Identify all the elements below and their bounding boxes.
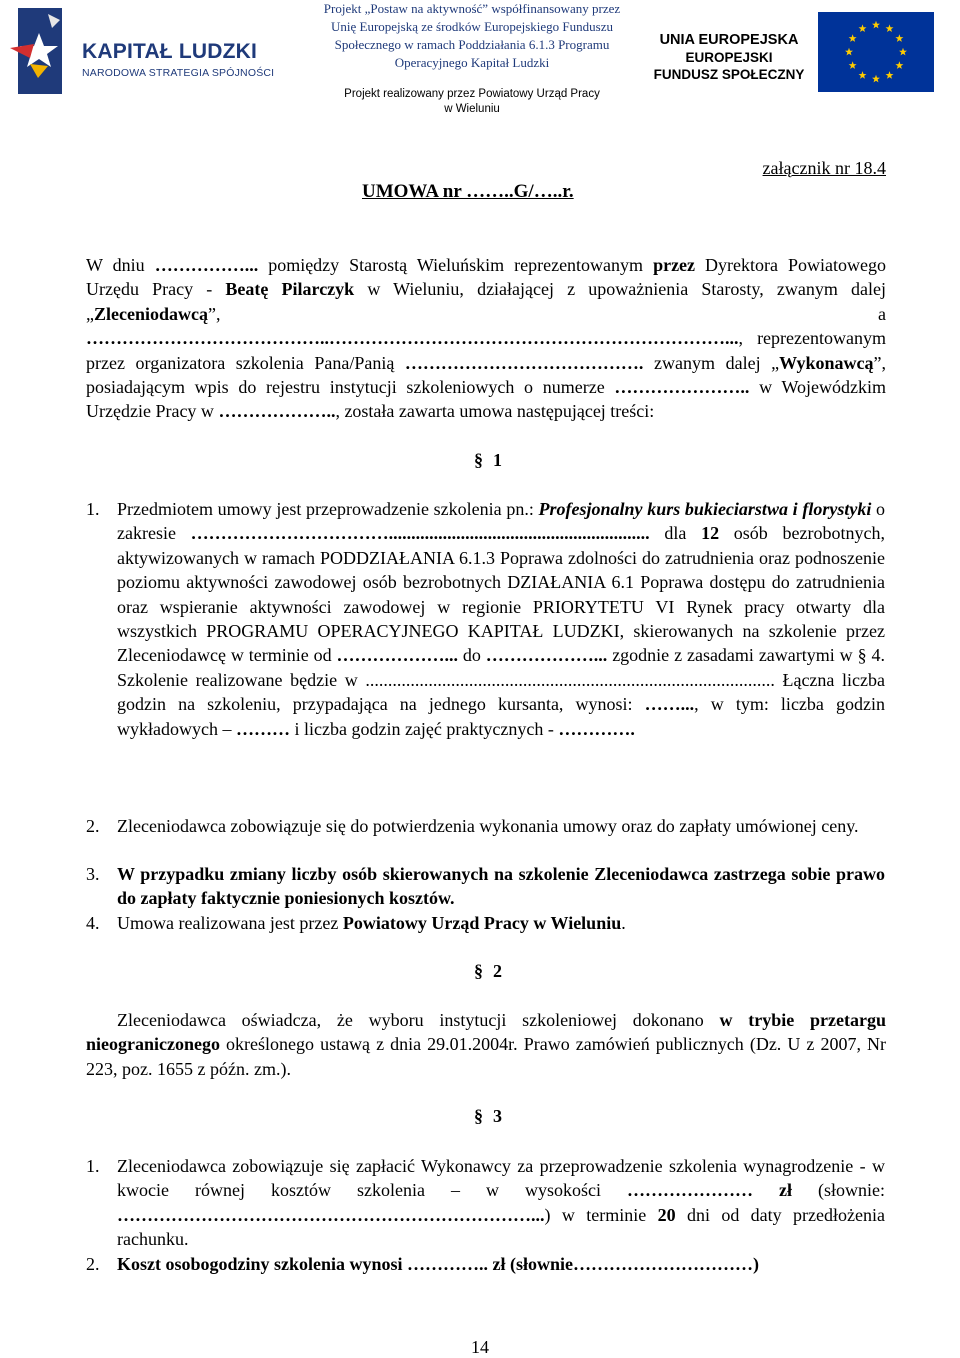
placeholder-dots: ……………………………………………………………... [117,1204,545,1225]
text: Umowa realizowana jest przez [117,913,343,933]
placeholder-dots: ……… [235,718,290,739]
item-number: 1. [86,1156,100,1176]
text: , reprezentowanym przez organizatora szkolenia Pana/Panią [86,328,886,373]
text: Zleceniodawca zobowiązuje się zapłacić Wykonawcy za przeprowadzenie szkolenia wynagrodzenie - w kwocie równej kosztów szkolenia – w wysokości [117,1156,885,1201]
text: w Wojewódzkim Urzędzie Pracy w [86,377,886,422]
text-bold: w trybie przetargu nieograniczonego [86,1010,886,1055]
contract-title: UMOWA nr ……..G/…..r. [362,181,574,202]
item-number: 4. [86,913,100,933]
placeholder-dots: ………………….. [614,377,750,398]
text-bold: Zleceniodawcą [94,303,208,324]
placeholder-dots: ……... [644,694,695,715]
s2-paragraph [86,1008,886,1081]
kapital-ludzki-logo [8,6,288,98]
text: w Wieluniu, działającej z upoważnienia Starosty, zwanym dalej „ [86,279,886,324]
text: . [621,913,626,933]
item-text: Zleceniodawca zobowiązuje się do potwierdzenia wykonania umowy oraz do zapłaty umówionej ceny. [117,816,859,836]
item-number: 2. [86,1254,100,1274]
course-name: Profesjonalny kurs bukieciarstwa i florystyki [538,499,872,519]
intro-paragraph [86,253,886,424]
placeholder-dots: …………………………………..…………………………………………………………... [86,328,739,349]
section-heading-1 [474,450,502,471]
text: , w tym: liczba godzin wykładowych – [117,694,885,739]
kapital-ludzki-title: KAPITAŁ LUDZKI [82,40,258,63]
participants-count: 12 [701,523,720,544]
section-sign: § [474,961,483,981]
text: W dniu [86,255,155,275]
text: ) w terminie [544,1204,658,1225]
text: i liczba godzin zajęć praktycznych - [289,718,559,739]
placeholder-dots: …………. [558,718,635,739]
item-text [117,862,885,911]
section-number: 2 [493,961,502,981]
text: , została zawarta umowa następującej treści: [335,401,655,422]
text: do [458,645,486,666]
annex-label: załącznik nr 18.4 [762,158,886,178]
section-heading-3 [474,1106,502,1127]
kapital-ludzki-star-icon [8,6,68,96]
text: określonego ustawą z dnia 29.01.2004r. Prawo zamówień publicznych (Dz. U z 2007, Nr 223, poz. 1655 z późn. zm.). [86,1034,886,1079]
item-number: 2. [86,816,100,836]
text: Przedmiotem umowy jest przeprowadzenie szkolenia pn.: [117,499,539,519]
ue-fund-text [646,32,812,83]
page-number: 14 [471,1337,489,1357]
placeholder-dots: ………………... [336,645,458,666]
project-line: Projekt „Postaw na aktywność” współfinansowany przez [323,1,621,16]
ue-line: UNIA EUROPEJSKA [659,32,799,48]
section-number: 3 [493,1106,502,1126]
text: zwanym dalej „ [643,352,780,373]
kapital-ludzki-subtitle: NARODOWA STRATEGIA SPÓJNOŚCI [82,67,275,79]
ue-line: FUNDUSZ SPOŁECZNY [653,67,805,82]
placeholder-dots: …………………………….......................................................... [190,523,650,544]
placeholder-dots: ……………... [154,255,259,275]
item-text [117,497,885,741]
text: pomiędzy Starostą Wieluńskim reprezentowanym [258,255,654,275]
office-name: Powiatowy Urząd Pracy w Wieluniu [342,913,622,933]
text-bold: Wykonawcą [779,352,874,373]
text: Dyrektora Powiatowego Urzędu Pracy - [86,255,886,300]
project-line: Unię Europejską ze środków Europejskiego Funduszu [331,19,613,34]
text: dla [649,523,702,544]
item-number: 3. [86,864,100,884]
letterhead [0,0,960,125]
item-text [117,1252,885,1276]
text: ”, posiadającym wpis do rejestru instytucji szkoleniowych o numerze [86,352,886,398]
project-line: Społecznego w ramach Poddziałania 6.1.3 Programu [334,37,610,52]
placeholder-dots: ………………… zł [626,1180,792,1201]
text: o zakresie [117,499,886,544]
placeholder-dots: ………………... [485,645,608,666]
item-number: 1. [86,499,100,519]
director-name: Beatę Pilarczyk [225,279,355,300]
project-realized-line: w Wieluniu [444,103,500,115]
project-line: Operacyjnego Kapitał Ludzki [394,55,550,70]
section-heading-2 [474,961,502,982]
placeholder-dots: ……………….. [218,401,336,422]
project-info [292,0,652,72]
project-realized-line: Projekt realizowany przez Powiatowy Urząd Pracy [344,88,600,100]
text: ”, a [208,303,886,324]
payment-days: 20 [657,1204,676,1225]
project-realized-info [292,87,652,117]
text-bold: Koszt osobogodziny szkolenia wynosi ………….. zł (słownie…………………………) [117,1254,760,1274]
eu-flag-icon [818,12,934,92]
item-text [117,1154,885,1252]
text: Zleceniodawca oświadcza, że wyboru instytucji szkoleniowej dokonano [117,1010,720,1030]
text: (słownie: [791,1180,885,1201]
placeholder-dots: …………………………………. [404,352,644,373]
section-sign: § [474,1106,483,1126]
text: dni od daty przedłożenia rachunku. [117,1204,885,1250]
section-number: 1 [493,450,502,470]
text-bold: przez [653,255,696,275]
text-bold: W przypadku zmiany liczby osób skierowanych na szkolenie Zleceniodawca zastrzega sobie prawo do zapłaty faktycznie poniesionych kosztów. [117,864,885,909]
ue-line: EUROPEJSKI [685,50,773,65]
section-sign: § [474,450,483,470]
text: osób bezrobotnych, aktywizowanych w ramach PODDZIAŁANIA 6.1.3 Poprawa zdolności do zatrudnienia oraz podnoszenie poziomu aktywności zawodowej osób bezrobotnych DZIAŁANIA 6.1 Poprawa dostępu do zatrudnienia oraz wspieranie aktywności zawodowej w regionie PRIORYTETU VI Rynek pracy otwarty dla wszystkich PROGRAMU OPERACYJNEGO KAPITAŁ LUDZKI, skierowanych na szkolenie przez Zleceniodawcę w terminie od [117,523,885,666]
text: zgodnie z zasadami zawartymi w § 4. Szkolenie realizowane będzie w ........................................................................................... Łączna liczba godzin na szkoleniu, przypadająca na jednego kursanta, wynosi: [117,645,885,715]
item-text [117,911,885,935]
